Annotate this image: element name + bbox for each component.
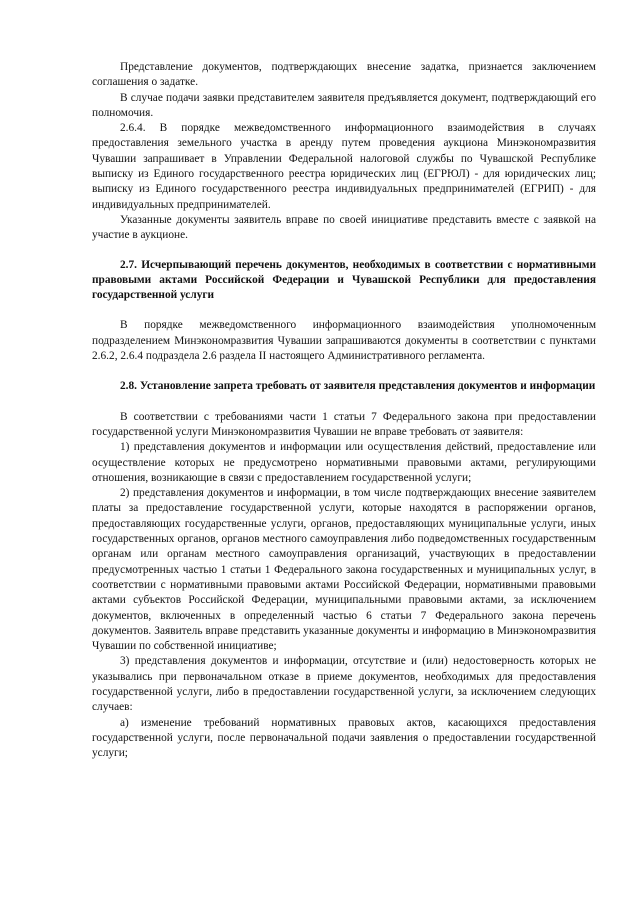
- list-item-3: 3) представления документов и информации, отсутствие и (или) недостоверность которых не указывались при первоначальном отказе в приеме документов, необходимых для предоставления государственной услуги, либо в предоставлении государственной услуги, за исключением следующих случаев:: [92, 655, 596, 714]
- section-heading-2-7: 2.7. Исчерпывающий перечень документов, необходимых в соответствии с нормативными правовыми актами Российской Федерации и Чувашской Республики для предоставления государственной услуги: [92, 258, 596, 302]
- paragraph-2-6-4: 2.6.4. В порядке межведомственного информационного взаимодействия в случаях предоставления земельного участка в аренду путем проведения аукциона Минэкономразвития Чувашии запрашивает в Управлении Федеральной налоговой службы по Чувашской Республике выписку из Единого государственного реестра юридических лиц (ЕГРЮЛ) - для юридических лиц; выписку из Единого государственного реестра индивидуальных предпринимателей (ЕГРИП) - для индивидуальных предпринимателей.: [92, 122, 596, 211]
- paragraph-own-initiative: Указанные документы заявитель вправе по своей инициативе представить вместе с заявкой на участие в аукционе.: [92, 213, 596, 242]
- section-heading-2-8: 2.8. Установление запрета требовать от заявителя представления документов и информации: [120, 380, 596, 393]
- list-item-2: 2) представления документов и информации, в том числе подтверждающих внесение заявителем платы за предоставление государственной услуги, которые находятся в распоряжении органов, предоставляющих государственные услуги, органов, предоставляющих муниципальные услуги, иных государственных органов, органов местного самоуправления либо подведомственных государственным органам или органам местного самоуправления организаций, участвующих в предоставлении предусмотренных частью 1 статьи 1 Федерального закона государственных и муниципальных услуг, в соответствии с нормативными правовыми актами Российской Федерации, нормативными правовыми актами субъектов Российской Федерации, муниципальными правовыми актами, за исключением документов, включенных в определенный частью 6 статьи 7 Федерального закона перечень документов. Заявитель вправе представить указанные документы и информацию в Минэкономразвития Чувашии по собственной инициативе;: [92, 487, 596, 653]
- list-item-1: 1) представления документов и информации или осуществления действий, предоставление или осуществление которых не предусмотрено нормативными правовыми актами, регулирующими отношения, возникающие в связи с предоставлением государственной услуги;: [92, 441, 596, 484]
- paragraph-deposit-agreement: Представление документов, подтверждающих внесение задатка, признается заключением соглашения о задатке.: [92, 61, 596, 89]
- paragraph-requirements-intro: В соответствии с требованиями части 1 статьи 7 Федерального закона при предоставлении государственной услуги Минэкономразвития Чувашии не вправе требовать от заявителя:: [92, 410, 596, 438]
- paragraph-representative: В случае подачи заявки представителем заявителя предъявляется документ, подтверждающий его полномочия.: [92, 91, 596, 119]
- paragraph-interagency-request: В порядке межведомственного информационного взаимодействия уполномоченным подразделением Минэкономразвития Чувашии запрашиваются документы в соответствии с пунктами 2.6.2, 2.6.4 подраздела 2.6 раздела II настоящего Административного регламента.: [92, 319, 596, 363]
- list-item-3a: а) изменение требований нормативных правовых актов, касающихся предоставления государственной услуги, после первоначальной подачи заявления о предоставлении государственной услуги;: [92, 716, 596, 760]
